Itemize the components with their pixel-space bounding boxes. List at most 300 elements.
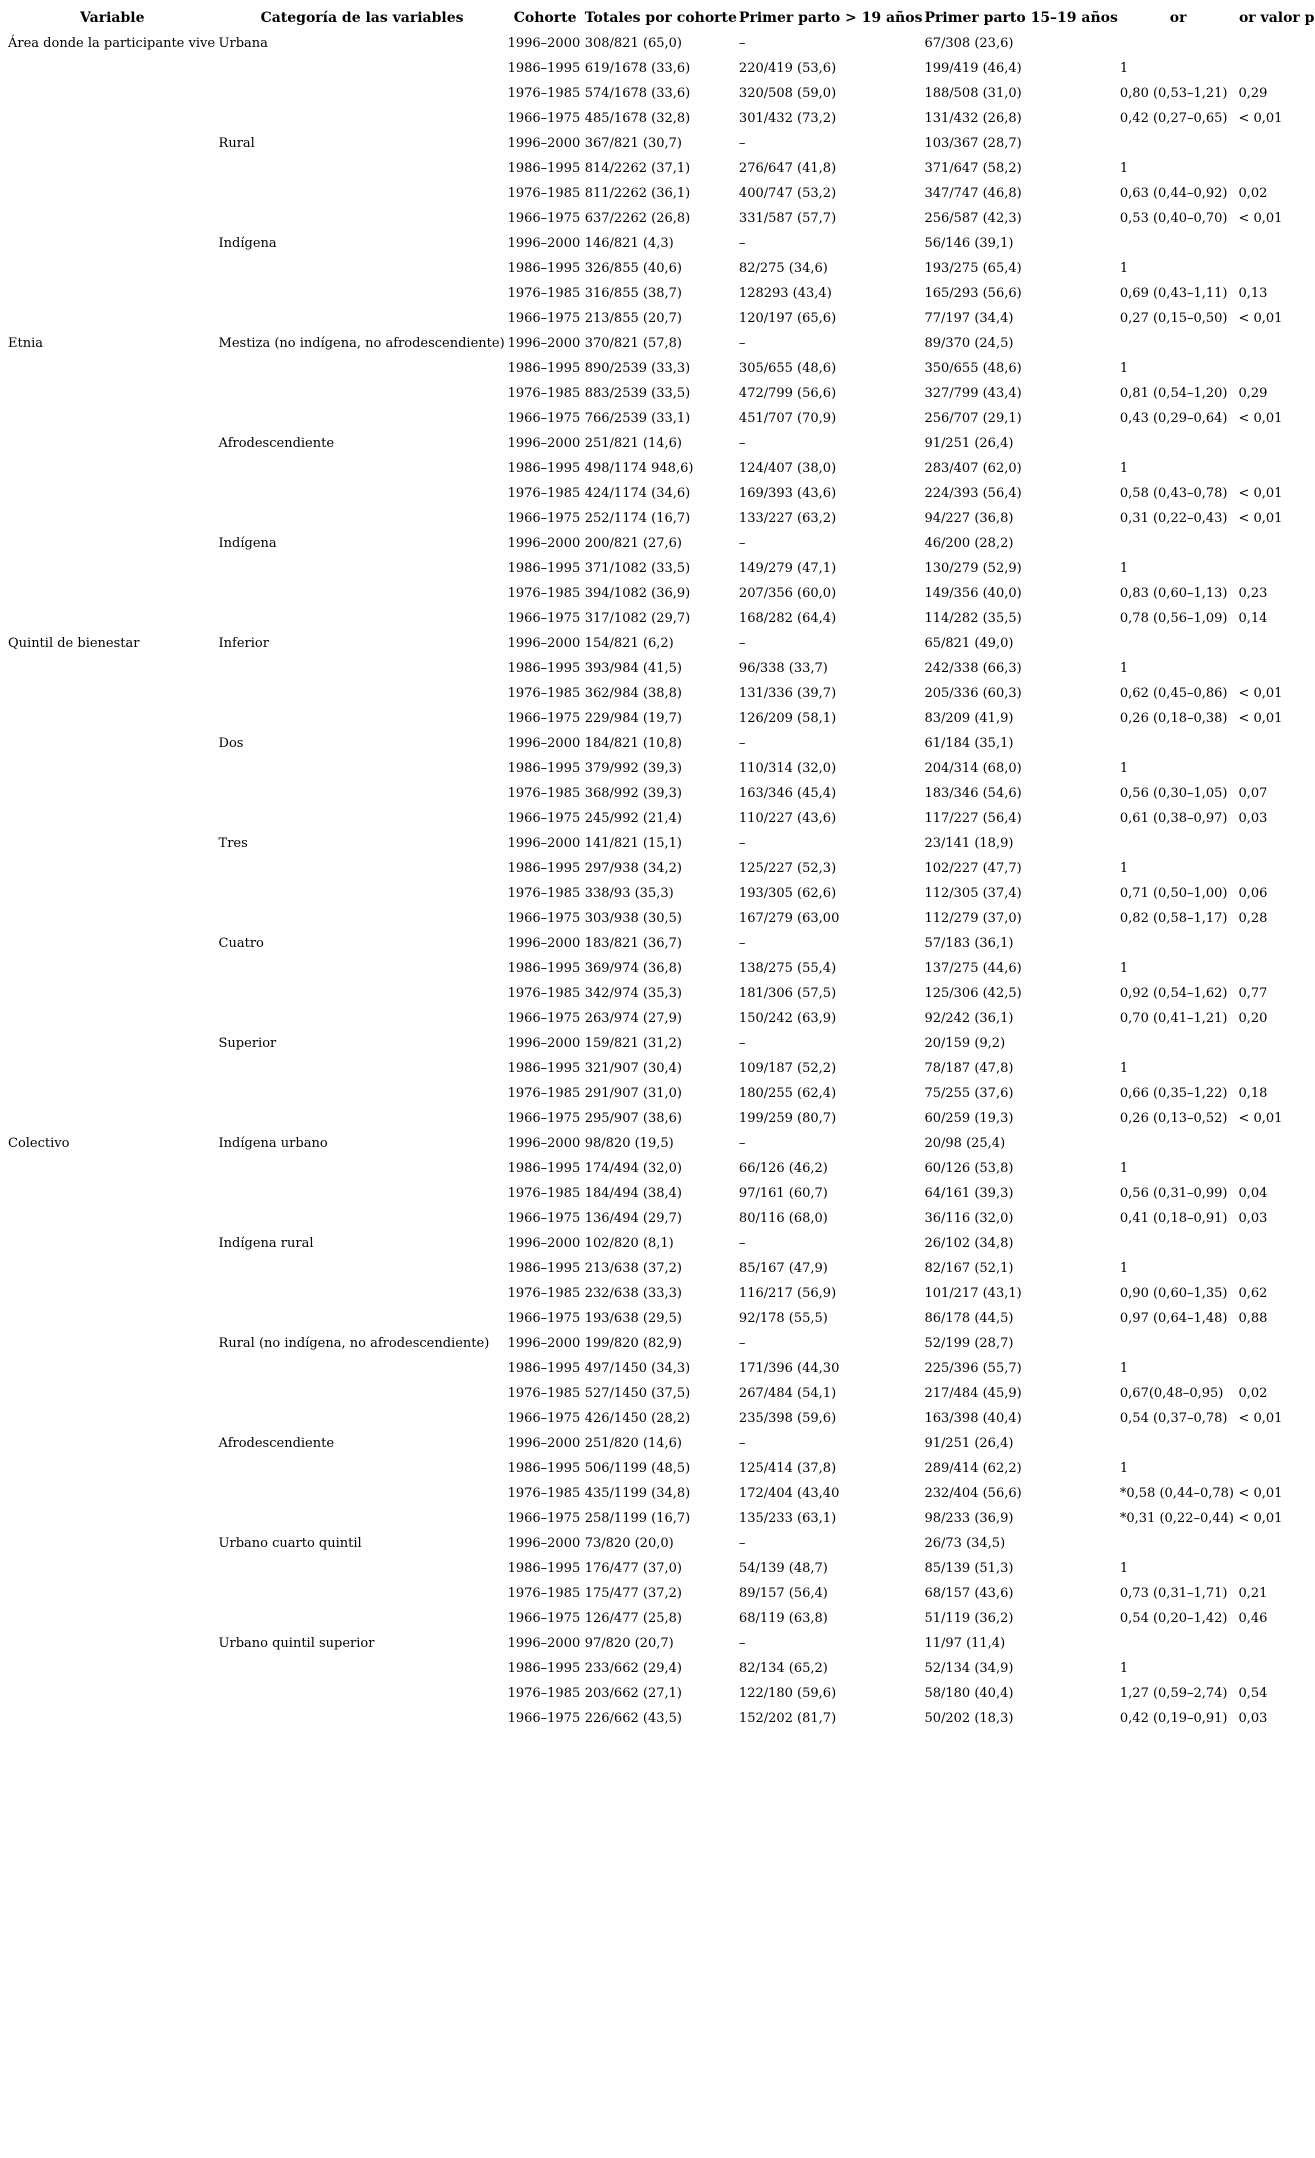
category-cell: Inferior [218,636,269,651]
category-cell [217,1081,506,1106]
first-birth-15-19-cell: 131/432 (26,8) [924,111,1022,126]
first-birth-15-19-cell: 36/116 (32,0) [924,1211,1014,1226]
p-value-cell: 0,03 [1238,1211,1268,1226]
header-or: or [1169,9,1187,26]
first-birth-over-19-cell: 163/346 (45,4) [738,786,837,801]
totals-cell: 308/821 (65,0) [584,36,682,51]
category-cell [217,1381,506,1406]
cohort-cell: 1996–2000 [507,1436,581,1451]
category-cell [217,956,506,981]
variable-cell [6,1256,217,1281]
category-cell [217,656,506,681]
totals-cell: 102/820 (8,1) [584,1236,674,1251]
first-birth-15-19-cell: 204/314 (68,0) [924,761,1022,776]
first-birth-over-19-cell: 181/306 (57,5) [738,986,837,1001]
variable-cell [6,1431,217,1456]
variable-cell: Etnia [8,336,43,351]
category-cell [217,81,506,106]
category-cell [217,1456,506,1481]
or-cell: *0,31 (0,22–0,44) [1119,1511,1235,1526]
first-birth-15-19-cell: 125/306 (42,5) [924,986,1022,1001]
table-row [6,1431,1315,1456]
category-cell [217,106,506,131]
first-birth-over-19-cell: 80/116 (68,0) [738,1211,828,1226]
p-value-cell: 0,29 [1238,86,1268,101]
p-value-cell [1236,1256,1315,1281]
table-row [6,331,1315,356]
variable-cell [6,1706,217,1731]
first-birth-15-19-cell: 23/141 (18,9) [924,836,1014,851]
variable-cell [6,1331,217,1356]
first-birth-15-19-cell: 75/255 (37,6) [924,1086,1014,1101]
category-cell: Mestiza (no indígena, no afrodescendiente) [218,336,505,351]
totals-cell: 263/974 (27,9) [584,1011,682,1026]
variable-cell [6,781,217,806]
totals-cell: 258/1199 (16,7) [584,1511,691,1526]
table-row [6,256,1315,281]
p-value-cell: 0,13 [1238,286,1268,301]
first-birth-15-19-cell: 165/293 (56,6) [924,286,1022,301]
cohort-cell: 1986–1995 [507,1561,581,1576]
p-value-cell: 0,62 [1238,1286,1268,1301]
totals-cell: 637/2262 (26,8) [584,211,691,226]
totals-cell: 527/1450 (37,5) [584,1386,691,1401]
cohort-cell: 1996–2000 [507,736,581,751]
variable-cell [6,1606,217,1631]
category-cell: Indígena rural [218,1236,314,1251]
cohort-cell: 1986–1995 [507,761,581,776]
cohort-cell: 1976–1985 [507,786,581,801]
table-row [6,1481,1315,1506]
variable-cell [6,856,217,881]
first-birth-15-19-cell: 89/370 (24,5) [924,336,1014,351]
first-birth-over-19-cell: 82/134 (65,2) [738,1661,828,1676]
variable-cell [6,456,217,481]
table-row [6,1231,1315,1256]
totals-cell: 424/1174 (34,6) [584,486,691,501]
table-row [6,606,1315,631]
table-row [6,1656,1315,1681]
cohort-cell: 1966–1975 [507,211,581,226]
first-birth-15-19-cell: 61/184 (35,1) [924,736,1014,751]
first-birth-15-19-cell: 193/275 (65,4) [924,261,1022,276]
or-cell: 1 [1119,261,1129,276]
cohort-cell: 1966–1975 [507,411,581,426]
table-row [6,1106,1315,1131]
category-cell [217,306,506,331]
cohort-cell: 1986–1995 [507,361,581,376]
first-birth-over-19-cell: – [738,36,746,51]
table-row [6,1306,1315,1331]
first-birth-15-19-cell: 64/161 (39,3) [924,1186,1014,1201]
first-birth-15-19-cell: 26/73 (34,5) [924,1536,1006,1551]
category-cell [217,1181,506,1206]
first-birth-15-19-cell: 371/647 (58,2) [924,161,1022,176]
variable-cell [6,1006,217,1031]
first-birth-over-19-cell: 171/396 (44,30 [738,1361,840,1376]
first-birth-over-19-cell: 96/338 (33,7) [738,661,828,676]
p-value-cell: < 0,01 [1238,711,1283,726]
p-value-cell [1236,1356,1315,1381]
first-birth-15-19-cell: 256/707 (29,1) [924,411,1022,426]
variable-cell [6,531,217,556]
p-value-cell [1236,1456,1315,1481]
totals-cell: 497/1450 (34,3) [584,1361,691,1376]
p-value-cell [1236,1631,1315,1656]
first-birth-over-19-cell: 150/242 (63,9) [738,1011,837,1026]
cohort-cell: 1986–1995 [507,1261,581,1276]
category-cell [217,706,506,731]
category-cell [217,1006,506,1031]
table-row [6,706,1315,731]
category-cell [217,1256,506,1281]
variable-cell [6,106,217,131]
p-value-cell: < 0,01 [1238,1411,1283,1426]
totals-cell: 814/2262 (37,1) [584,161,691,176]
first-birth-15-19-cell: 217/484 (45,9) [924,1386,1022,1401]
totals-cell: 619/1678 (33,6) [584,61,691,76]
variable-cell: Área donde la participante vive [8,36,216,51]
or-cell: 0,80 (0,53–1,21) [1119,86,1228,101]
table-row [6,81,1315,106]
table-row [6,456,1315,481]
first-birth-over-19-cell: 85/167 (47,9) [738,1261,828,1276]
variable-cell [6,1281,217,1306]
first-birth-15-19-cell: 98/233 (36,9) [924,1511,1014,1526]
first-birth-15-19-cell: 20/159 (9,2) [924,1036,1006,1051]
first-birth-15-19-cell: 232/404 (56,6) [924,1486,1022,1501]
table-row [6,506,1315,531]
totals-cell: 811/2262 (36,1) [584,186,691,201]
p-value-cell [1236,356,1315,381]
first-birth-15-19-cell: 94/227 (36,8) [924,511,1014,526]
totals-cell: 251/821 (14,6) [584,436,682,451]
totals-cell: 379/992 (39,3) [584,761,682,776]
first-birth-15-19-cell: 60/126 (53,8) [924,1161,1014,1176]
totals-cell: 369/974 (36,8) [584,961,682,976]
p-value-cell [1236,56,1315,81]
first-birth-15-19-cell: 11/97 (11,4) [924,1636,1006,1651]
totals-cell: 321/907 (30,4) [584,1061,682,1076]
cohort-cell: 1976–1985 [507,386,581,401]
table-row [6,556,1315,581]
or-cell [1118,1531,1237,1556]
or-cell: 0,43 (0,29–0,64) [1119,411,1228,426]
totals-cell: 146/821 (4,3) [584,236,674,251]
table-row [6,1156,1315,1181]
cohort-cell: 1966–1975 [507,611,581,626]
first-birth-over-19-cell: 172/404 (43,40 [738,1486,840,1501]
category-cell: Tres [218,836,248,851]
table-row [6,1506,1315,1531]
cohort-cell: 1966–1975 [507,811,581,826]
first-birth-15-19-cell: 130/279 (52,9) [924,561,1022,576]
cohort-cell: 1986–1995 [507,1461,581,1476]
header-or-p-value: or valor p [1238,9,1315,26]
first-birth-15-19-cell: 117/227 (56,4) [924,811,1022,826]
category-cell [217,1706,506,1731]
table-row [6,231,1315,256]
first-birth-over-19-cell: 193/305 (62,6) [738,886,837,901]
first-birth-over-19-cell: – [738,236,746,251]
cohort-cell: 1976–1985 [507,686,581,701]
category-cell: Superior [218,1036,277,1051]
first-birth-15-19-cell: 65/821 (49,0) [924,636,1014,651]
variable-cell [6,756,217,781]
category-cell [217,981,506,1006]
or-cell [1118,431,1237,456]
first-birth-over-19-cell: – [738,536,746,551]
variable-cell [6,681,217,706]
category-cell [217,781,506,806]
p-value-cell [1236,256,1315,281]
variable-cell [6,1206,217,1231]
category-cell [217,1206,506,1231]
cohort-cell: 1996–2000 [507,1236,581,1251]
first-birth-over-19-cell: 68/119 (63,8) [738,1611,828,1626]
category-cell: Rural [218,136,255,151]
variable-cell [6,1231,217,1256]
or-cell: 0,78 (0,56–1,09) [1119,611,1228,626]
first-birth-15-19-cell: 114/282 (35,5) [924,611,1022,626]
totals-cell: 159/821 (31,2) [584,1036,682,1051]
category-cell [217,856,506,881]
variable-cell [6,1481,217,1506]
or-cell [1118,331,1237,356]
cohort-cell: 1976–1985 [507,1386,581,1401]
totals-cell: 200/821 (27,6) [584,536,682,551]
table-row [6,1706,1315,1731]
cohort-cell: 1986–1995 [507,61,581,76]
cohort-cell: 1976–1985 [507,1286,581,1301]
p-value-cell: 0,06 [1238,886,1268,901]
category-cell [217,356,506,381]
totals-cell: 73/820 (20,0) [584,1536,674,1551]
table-row [6,1256,1315,1281]
p-value-cell: < 0,01 [1238,486,1283,501]
table-row [6,781,1315,806]
p-value-cell [1236,1131,1315,1156]
totals-cell: 297/938 (34,2) [584,861,682,876]
header-first-birth-over-19: Primer parto > 19 años [738,9,923,26]
totals-cell: 295/907 (38,6) [584,1111,682,1126]
p-value-cell [1236,1031,1315,1056]
variable-cell [6,1506,217,1531]
or-cell: 0,67(0,48–0,95) [1119,1386,1224,1401]
or-cell: 1,27 (0,59–2,74) [1119,1686,1228,1701]
first-birth-over-19-cell: 400/747 (53,2) [738,186,837,201]
table-row [6,831,1315,856]
category-cell [217,1281,506,1306]
or-cell: 0,66 (0,35–1,22) [1119,1086,1228,1101]
first-birth-15-19-cell: 46/200 (28,2) [924,536,1014,551]
first-birth-15-19-cell: 56/146 (39,1) [924,236,1014,251]
first-birth-over-19-cell: 138/275 (55,4) [738,961,837,976]
first-birth-15-19-cell: 26/102 (34,8) [924,1236,1014,1251]
first-birth-15-19-cell: 52/199 (28,7) [924,1336,1014,1351]
first-birth-15-19-cell: 183/346 (54,6) [924,786,1022,801]
variable-cell [6,1056,217,1081]
first-birth-over-19-cell: 472/799 (56,6) [738,386,837,401]
first-birth-over-19-cell: 220/419 (53,6) [738,61,837,76]
table-row [6,1006,1315,1031]
category-cell: Afrodescendiente [218,1436,335,1451]
first-birth-over-19-cell: 180/255 (62,4) [738,1086,837,1101]
cohort-cell: 1986–1995 [507,1061,581,1076]
first-birth-over-19-cell: – [738,1436,746,1451]
table-row [6,31,1315,56]
cohort-cell: 1966–1975 [507,1411,581,1426]
p-value-cell [1236,31,1315,56]
table-row [6,581,1315,606]
table-row [6,1281,1315,1306]
cohort-cell: 1996–2000 [507,236,581,251]
p-value-cell [1236,531,1315,556]
first-birth-over-19-cell: – [738,736,746,751]
first-birth-15-19-cell: 205/336 (60,3) [924,686,1022,701]
p-value-cell [1236,756,1315,781]
first-birth-over-19-cell: 110/314 (32,0) [738,761,837,776]
category-cell: Rural (no indígena, no afrodescendiente) [218,1336,490,1351]
category-cell [217,1106,506,1131]
cohort-cell: 1986–1995 [507,161,581,176]
totals-cell: 141/821 (15,1) [584,836,682,851]
first-birth-15-19-cell: 57/183 (36,1) [924,936,1014,951]
first-birth-over-19-cell: – [738,1036,746,1051]
table-row [6,206,1315,231]
first-birth-over-19-cell: 116/217 (56,9) [738,1286,837,1301]
or-cell: 0,69 (0,43–1,11) [1119,286,1228,301]
table-row [6,956,1315,981]
or-cell [1118,1131,1237,1156]
variable-cell: Quintil de bienestar [8,636,140,651]
first-birth-over-19-cell: – [738,1136,746,1151]
first-birth-15-19-cell: 225/396 (55,7) [924,1361,1022,1376]
table-row [6,906,1315,931]
p-value-cell: 0,23 [1238,586,1268,601]
first-birth-15-19-cell: 83/209 (41,9) [924,711,1014,726]
p-value-cell [1236,631,1315,656]
totals-cell: 326/855 (40,6) [584,261,682,276]
variable-cell [6,1631,217,1656]
or-cell: 1 [1119,161,1129,176]
table-row [6,381,1315,406]
first-birth-over-19-cell: – [738,136,746,151]
p-value-cell: < 0,01 [1238,511,1283,526]
totals-cell: 229/984 (19,7) [584,711,682,726]
cohort-cell: 1966–1975 [507,1111,581,1126]
totals-cell: 426/1450 (28,2) [584,1411,691,1426]
variable-cell [6,1456,217,1481]
p-value-cell [1236,656,1315,681]
first-birth-15-19-cell: 91/251 (26,4) [924,436,1014,451]
cohort-cell: 1966–1975 [507,311,581,326]
cohort-cell: 1996–2000 [507,1636,581,1651]
first-birth-15-19-cell: 199/419 (46,4) [924,61,1022,76]
or-cell: 1 [1119,1261,1129,1276]
table-row [6,531,1315,556]
variable-cell [6,881,217,906]
cohort-cell: 1996–2000 [507,836,581,851]
totals-cell: 183/821 (36,7) [584,936,682,951]
variable-cell [6,906,217,931]
or-cell: 1 [1119,1161,1129,1176]
header-cohort: Cohorte [513,9,577,26]
cohort-cell: 1966–1975 [507,1711,581,1726]
p-value-cell [1236,956,1315,981]
cohort-cell: 1986–1995 [507,961,581,976]
first-birth-over-19-cell: 169/393 (43,6) [738,486,837,501]
totals-cell: 435/1199 (34,8) [584,1486,691,1501]
or-cell: 1 [1119,561,1129,576]
table-row [6,1081,1315,1106]
cohort-cell: 1986–1995 [507,261,581,276]
or-cell [1118,231,1237,256]
table-row [6,1381,1315,1406]
table-row [6,806,1315,831]
or-cell: 1 [1119,761,1129,776]
first-birth-over-19-cell: 207/356 (60,0) [738,586,837,601]
or-cell [1118,731,1237,756]
totals-cell: 199/820 (82,9) [584,1336,682,1351]
variable-cell [6,1656,217,1681]
totals-cell: 317/1082 (29,7) [584,611,691,626]
variable-cell [6,731,217,756]
first-birth-over-19-cell: 199/259 (80,7) [738,1111,837,1126]
or-cell: 0,71 (0,50–1,00) [1119,886,1228,901]
category-cell [217,256,506,281]
first-birth-over-19-cell: 168/282 (64,4) [738,611,837,626]
totals-cell: 371/1082 (33,5) [584,561,691,576]
category-cell [217,156,506,181]
table-row [6,1031,1315,1056]
first-birth-15-19-cell: 137/275 (44,6) [924,961,1022,976]
first-birth-15-19-cell: 78/187 (47,8) [924,1061,1014,1076]
or-cell: 0,31 (0,22–0,43) [1119,511,1228,526]
table-row [6,1531,1315,1556]
cohort-cell: 1986–1995 [507,1161,581,1176]
p-value-cell: 0,02 [1238,186,1268,201]
category-cell [217,281,506,306]
variable-cell [6,931,217,956]
first-birth-over-19-cell: 66/126 (46,2) [738,1161,828,1176]
first-birth-15-19-cell: 58/180 (40,4) [924,1686,1014,1701]
variable-cell [6,1381,217,1406]
table-row [6,931,1315,956]
or-cell: 0,27 (0,15–0,50) [1119,311,1228,326]
cohort-cell: 1966–1975 [507,911,581,926]
variable-cell [6,206,217,231]
variable-cell [6,656,217,681]
first-birth-over-19-cell: 124/407 (38,0) [738,461,837,476]
totals-cell: 890/2539 (33,3) [584,361,691,376]
cohort-cell: 1976–1985 [507,586,581,601]
category-cell [217,456,506,481]
first-birth-over-19-cell: – [738,1236,746,1251]
variable-cell [6,806,217,831]
first-birth-15-19-cell: 283/407 (62,0) [924,461,1022,476]
table-row [6,131,1315,156]
totals-cell: 203/662 (27,1) [584,1686,682,1701]
header-totals: Totales por cohorte [584,9,737,26]
first-birth-15-19-cell: 85/139 (51,3) [924,1561,1014,1576]
first-birth-over-19-cell: 125/414 (37,8) [738,1461,837,1476]
cohort-cell: 1966–1975 [507,511,581,526]
category-cell [217,1481,506,1506]
or-cell [1118,31,1237,56]
variable-cell [6,506,217,531]
cohort-cell: 1966–1975 [507,111,581,126]
